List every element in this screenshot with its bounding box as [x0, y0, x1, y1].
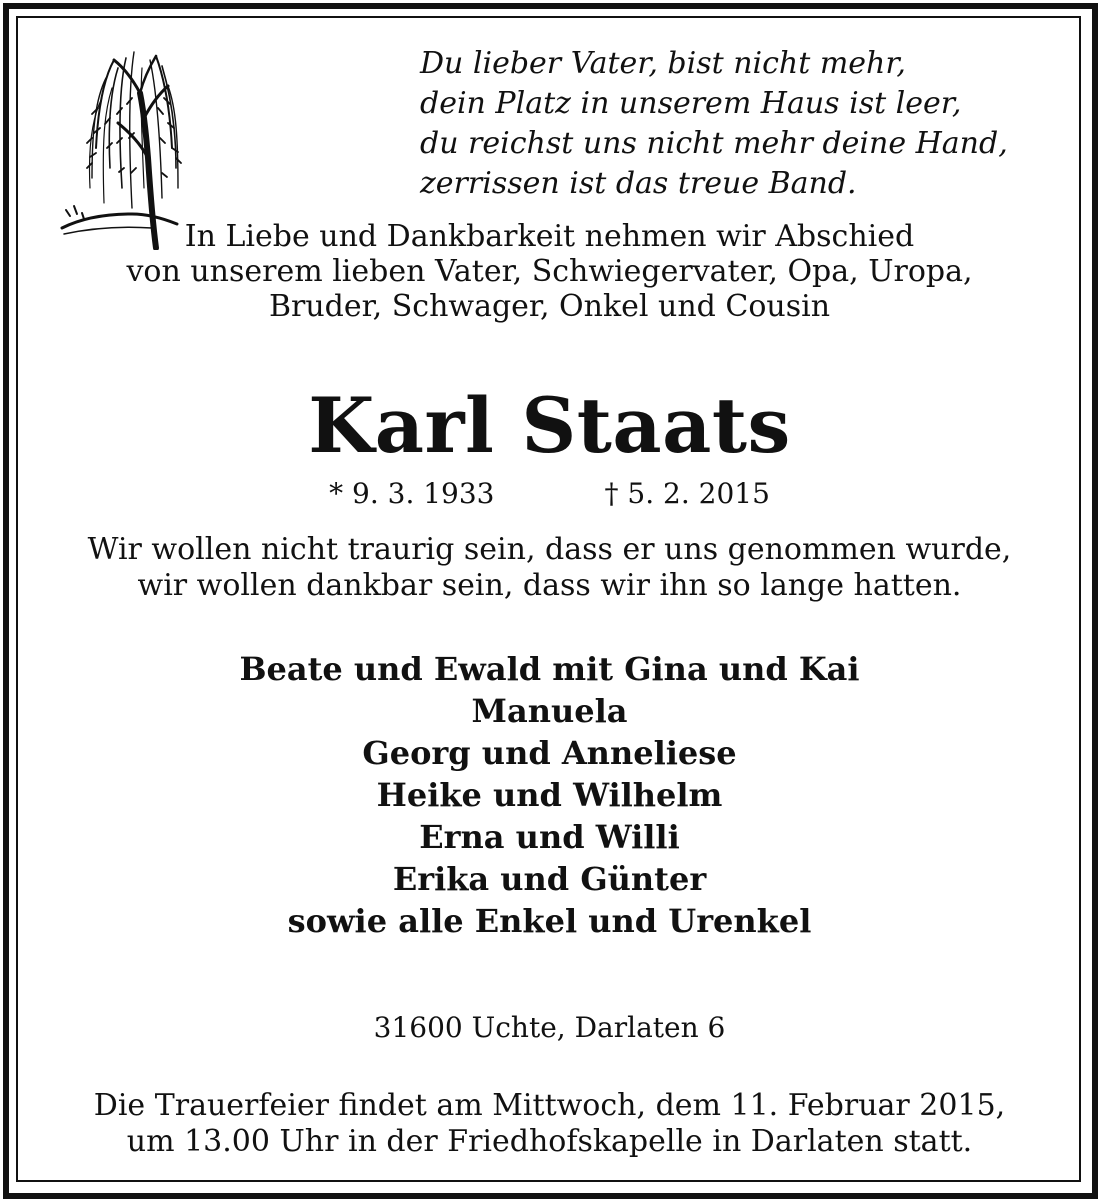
mourner-entry: Heike und Wilhelm: [376, 776, 723, 814]
intro-text: [20, 219, 1079, 324]
funeral-line: um 13.00 Uhr in der Friedhofskapelle in Darlaten statt.: [126, 1124, 973, 1159]
intro-line: In Liebe und Dankbarkeit nehmen wir Abschied: [184, 219, 915, 254]
funeral-notice: [20, 1088, 1079, 1160]
mourner-entry: Beate und Ewald mit Gina und Kai: [239, 650, 860, 688]
mourner-entry: Manuela: [471, 692, 628, 730]
mourner-entry: Georg und Anneliese: [362, 734, 737, 772]
funeral-line: Die Trauerfeier findet am Mittwoch, dem 11. Februar 2015,: [93, 1088, 1006, 1123]
deceased-name: Karl Staats: [308, 381, 791, 470]
intro-line: von unserem lieben Vater, Schwiegervater, Opa, Uropa,: [126, 254, 973, 289]
verse-line: Wir wollen nicht traurig sein, dass er uns genommen wurde,: [87, 532, 1012, 567]
life-dates: [20, 476, 1079, 512]
poem-line: zerrissen ist das treue Band.: [420, 166, 857, 201]
intro-line: Bruder, Schwager, Onkel und Cousin: [268, 289, 831, 324]
verse: [20, 532, 1079, 604]
poem-line: dein Platz in unserem Haus ist leer,: [420, 86, 962, 121]
poem: [420, 44, 1060, 204]
mourner-entry: Erika und Günter: [392, 860, 707, 898]
mourner-entry: Erna und Willi: [419, 818, 680, 856]
address: 31600 Uchte, Darlaten 6: [373, 1011, 726, 1044]
mourner-entry: sowie alle Enkel und Urenkel: [287, 902, 812, 940]
poem-line: du reichst uns nicht mehr deine Hand,: [420, 126, 1008, 161]
poem-line: Du lieber Vater, bist nicht mehr,: [420, 46, 906, 81]
verse-line: wir wollen dankbar sein, dass wir ihn so lange hatten.: [137, 568, 962, 603]
birth-date: * 9. 3. 1933: [329, 477, 495, 510]
mourners-list: [20, 648, 1079, 942]
death-date: † 5. 2. 2015: [604, 477, 770, 510]
